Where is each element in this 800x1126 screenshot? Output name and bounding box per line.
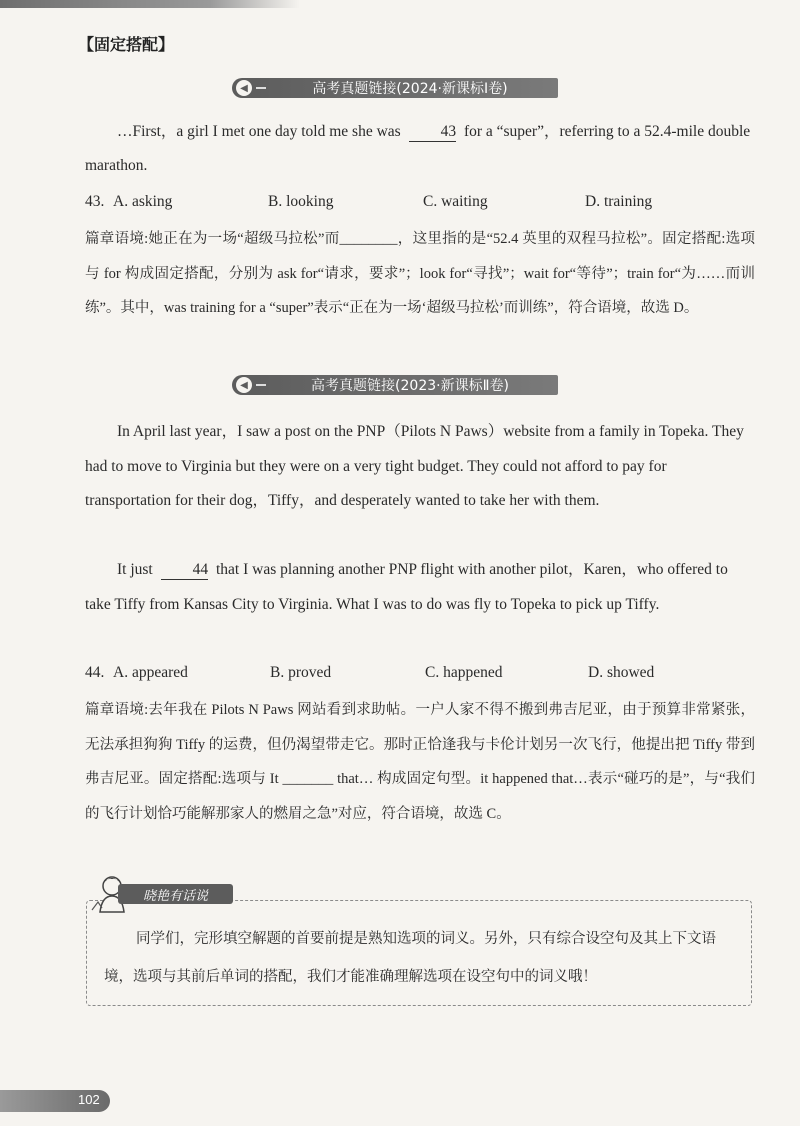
options-44 [85,664,753,688]
exam-link-banner-2023 [232,375,558,395]
arrow-icon: ◀ [236,80,252,96]
tip-text: 同学们，完形填空解题的首要前提是熟知选项的词义。另外，只有综合设空句及其上下文语境，选项与其前后单词的搭配，我们才能准确理解选项在设空句中的词义哦！ [104,931,716,985]
banner-label: 高考真题链接(2023·新课标Ⅱ卷) [311,378,509,394]
banner-dash [256,384,266,386]
option-d: D. training [585,193,653,210]
banner-dash [256,87,266,89]
arrow-icon: ◀ [236,377,252,393]
option-b: B. proved [270,664,332,681]
passage-2023-paragraph-1: In April last year，I saw a post on the PNP（Pilots N Paws）website from a family in Topeka. They had to move to Virginia but they were on a very tight budget. They could not afford to pay for transportation for their dog，Tiffy，and desperately wanted to take her with them. [85,423,744,509]
option-c: C. waiting [423,193,488,210]
passage-text: for a “super”，referring to a 52.4-mile double marathon. [85,123,751,174]
blank-43: 43 [409,123,457,142]
passage-2024 [85,115,753,183]
section-title: 【固定搭配】 [78,35,175,54]
blank-44: 44 [161,561,209,580]
option-b: B. looking [268,193,334,210]
passage-2023-paragraph-2 [85,553,753,622]
tip-label: 晓艳有话说 [118,884,233,904]
analysis-note-43: 篇章语境:她正在为一场“超级马拉松”而________，这里指的是“52.4 英里的双程马拉松”。固定搭配:选项与 for 构成固定搭配，分别为 ask for“请求，要求”；look for“寻找”；wait for“等待”；train for“为……而训练”。其中，was training for a “super”表示“正在为一场‘超级马拉松’而训练”，符合语境，故选 D。 [85,231,755,316]
banner-label: 高考真题链接(2024·新课标Ⅰ卷) [312,81,508,97]
option-a: A. appeared [113,664,188,681]
analysis-note-44: 篇章语境:去年我在 Pilots N Paws 网站看到求助帖。一户人家不得不搬到弗吉尼亚，由于预算非常紧张，无法承担狗狗 Tiffy 的运费，但仍渴望带走它。那时正恰逢我与卡伦计划另一次飞行，他提出把 Tiffy 带到弗吉尼亚。固定搭配:选项与 It _______ that… 构成固定句型。it happened that…表示“碰巧的是”，与“我们的飞行计划恰巧能解那家人的燃眉之急”对应，符合语境，故选 C。 [85,702,755,822]
top-header-strip [0,0,300,8]
option-a: A. asking [113,193,173,210]
question-number: 43. [85,193,105,210]
option-c: C. happened [425,664,503,681]
exam-link-banner-2024 [232,78,558,98]
passage-text: …First，a girl I met one day told me she was [117,123,401,140]
page-number: 102 [78,1092,100,1107]
option-d: D. showed [588,664,655,681]
passage-text: that I was planning another PNP flight with another pilot，Karen，who offered to take Tiffy from Kansas City to Virginia. What I was to do was fly to Topeka to pick up Tiffy. [85,561,728,613]
question-number: 44. [85,664,105,681]
options-43 [85,193,753,217]
passage-text: It just [117,561,153,578]
